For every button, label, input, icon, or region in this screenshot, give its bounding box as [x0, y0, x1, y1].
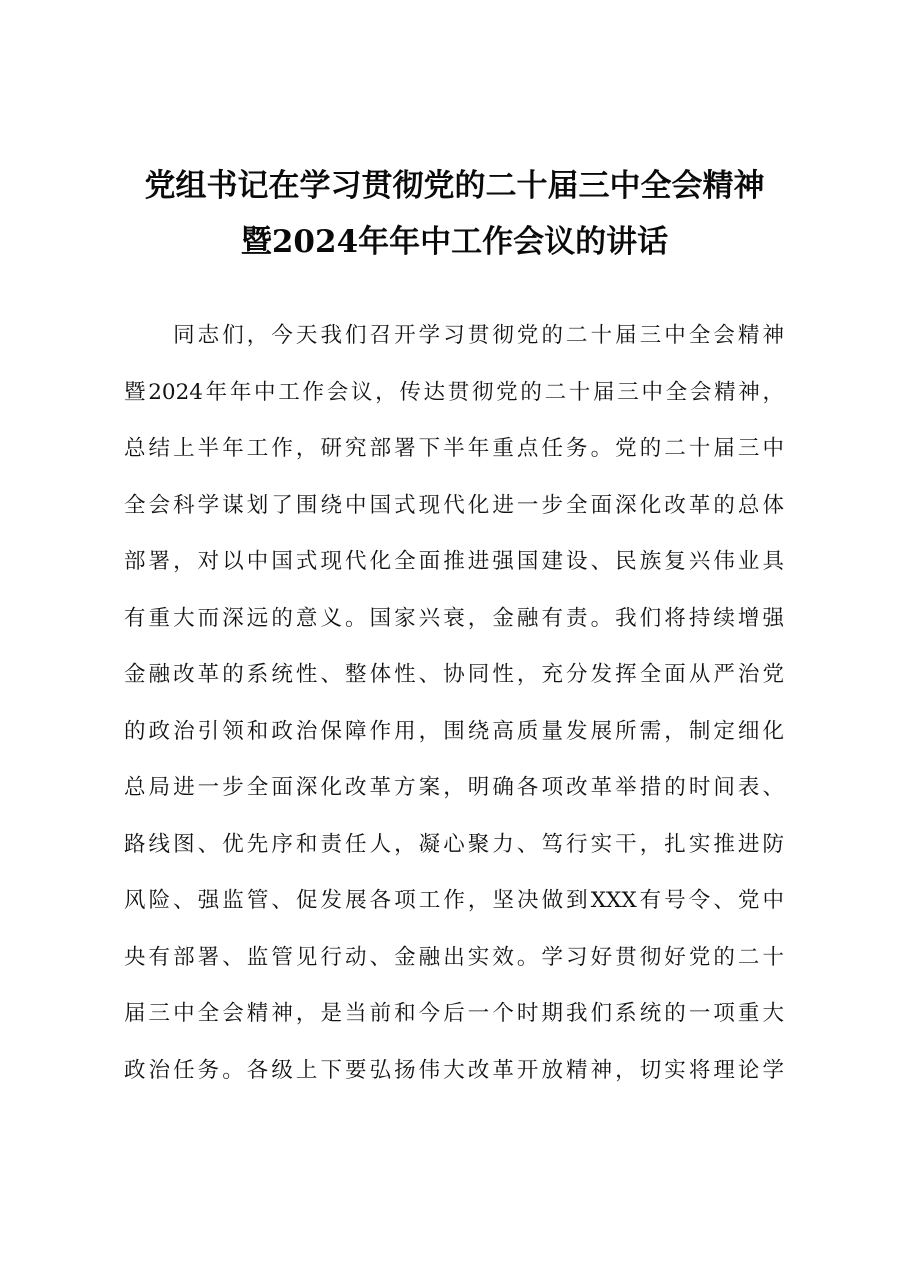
body-line-13: 届三中全会精神，是当前和今后一个时期我们系统的一项重大 — [124, 1001, 784, 1026]
body-line-3: 总结上半年工作，研究部署下半年重点任务。党的二十届三中 — [124, 436, 784, 461]
body-line-2: 暨2024年年中工作会议，传达贯彻党的二十届三中全会精神， — [124, 379, 784, 405]
body-line-1: 同志们，今天我们召开学习贯彻党的二十届三中全会精神 — [124, 323, 784, 348]
body-line-6: 有重大而深远的意义。国家兴衰，金融有责。我们将持续增强 — [124, 605, 784, 631]
body-line-4: 全会科学谋划了围绕中国式现代化进一步全面深化改革的总体 — [124, 492, 784, 518]
body-line-14: 政治任务。各级上下要弘扬伟大改革开放精神，切实将理论学 — [124, 1057, 784, 1083]
body-line-9: 总局进一步全面深化改革方案，明确各项改革举措的时间表、 — [124, 775, 784, 800]
body-line-7: 金融改革的系统性、整体性、协同性，充分发挥全面从严治党 — [124, 662, 784, 687]
title-line-2: 暨2024年年中工作会议的讲话 — [240, 224, 669, 260]
body-line-5: 部署，对以中国式现代化全面推进强国建设、民族复兴伟业具 — [124, 549, 784, 574]
title-line-1: 党组书记在学习贯彻党的二十届三中全会精神 — [144, 168, 765, 204]
document-title — [100, 158, 809, 270]
body-line-12: 央有部署、监管见行动、金融出实效。学习好贯彻好党的二十 — [124, 944, 784, 970]
body-line-10: 路线图、优先序和责任人，凝心聚力、笃行实干，扎实推进防 — [124, 831, 784, 857]
body-line-11: 风险、强监管、促发展各项工作，坚决做到XXX有号令、党中 — [124, 888, 784, 913]
body-line-8: 的政治引领和政治保障作用，围绕高质量发展所需，制定细化 — [124, 718, 784, 744]
document-body — [124, 308, 784, 1099]
